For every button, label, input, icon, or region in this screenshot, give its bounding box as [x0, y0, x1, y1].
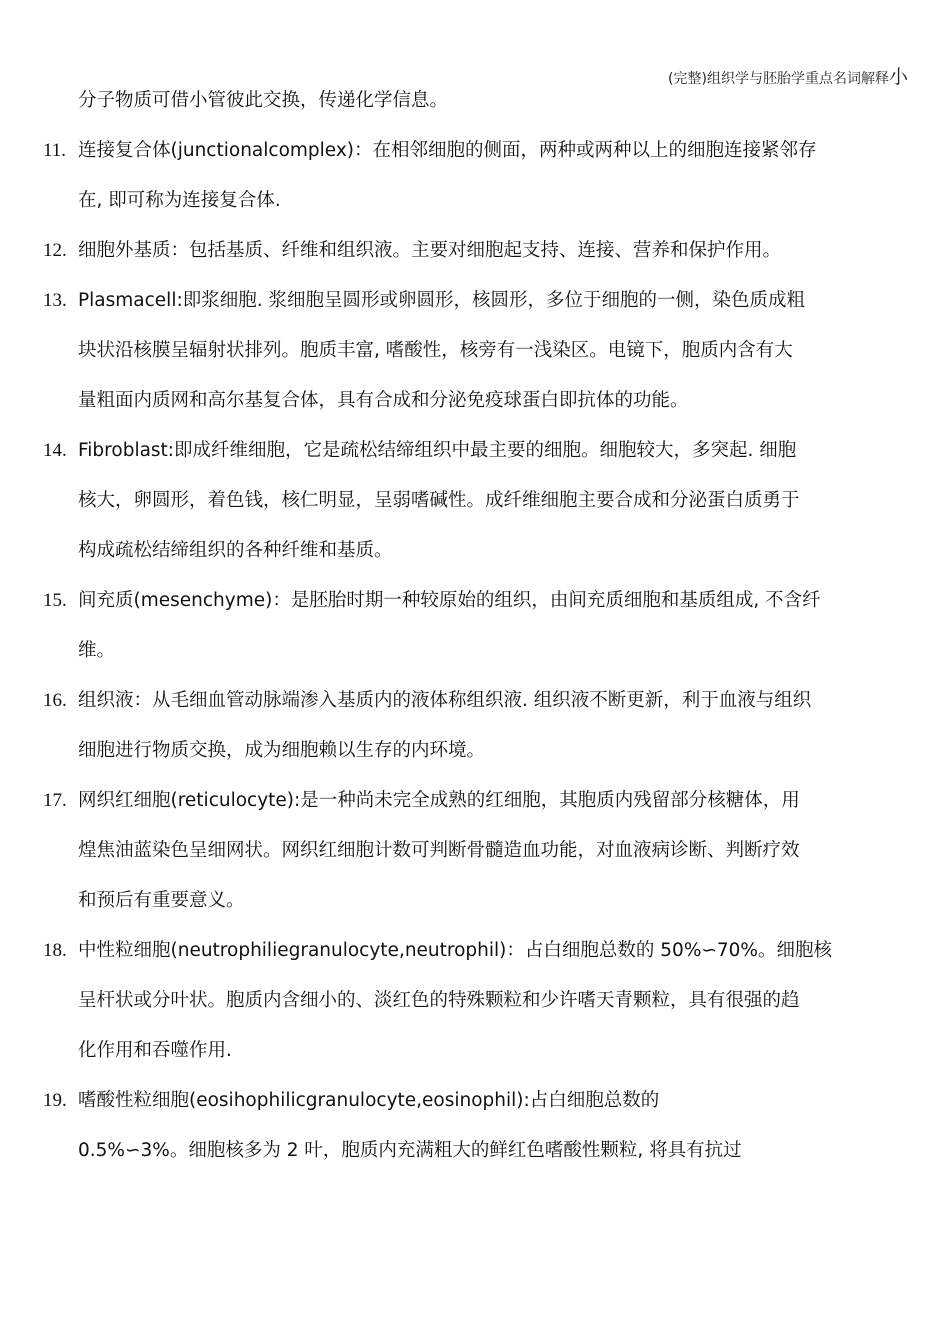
- item-text-line: 化作用和吞噬作用.: [78, 1040, 232, 1061]
- item-text-line: 连接复合体(junctionalcomplex)：在相邻细胞的侧面，两种或两种以上的细胞连接紧邻存: [78, 140, 817, 161]
- item-number: 12.: [43, 240, 67, 261]
- item-text-line: 核大，卵圆形，着色钱，核仁明显，呈弱嗜碱性。成纤维细胞主要合成和分泌蛋白质勇于: [78, 490, 800, 511]
- item-text-line: Plasmacell:即浆细胞. 浆细胞呈圆形或卵圆形，核圆形，多位于细胞的一侧，染色质成粗: [78, 290, 805, 311]
- item-text-line: Fibroblast:即成纤维细胞，它是疏松结缔组织中最主要的细胞。细胞较大，多突起. 细胞: [78, 440, 797, 461]
- item-text-line: 量粗面内质网和高尔基复合体，具有合成和分泌免疫球蛋白即抗体的功能。: [78, 390, 689, 411]
- item-number: 11.: [43, 140, 67, 161]
- item-text-line: 细胞外基质：包括基质、纤维和组织液。主要对细胞起支持、连接、营养和保护作用。: [78, 240, 782, 261]
- item-number: 16.: [43, 690, 67, 711]
- item-text-line: 在, 即可称为连接复合体.: [78, 190, 281, 211]
- item-number: 15.: [43, 590, 67, 611]
- item-text-line: 维。: [78, 640, 116, 661]
- item-text-line: 块状沿核膜呈辐射状排列。胞质丰富, 嗜酸性，核旁有一浅染区。电镜下，胞质内含有大: [78, 340, 793, 361]
- item-text-line: 网织红细胞(reticulocyte):是一种尚未完全成熟的红细胞，其胞质内残留部分核糖体，用: [78, 790, 800, 811]
- item-text-line: 间充质(mesenchyme)：是胚胎时期一种较原始的组织，由间充质细胞和基质组成, 不含纤: [78, 590, 821, 611]
- item-text-line: 0.5%∽3%。细胞核多为 2 叶，胞质内充满粗大的鲜红色嗜酸性颗粒, 将具有抗过: [78, 1140, 742, 1161]
- item-text-line: 呈杆状或分叶状。胞质内含细小的、淡红色的特殊颗粒和少许嗜天青颗粒，具有很强的趋: [78, 990, 800, 1011]
- item-number: 17.: [43, 790, 67, 811]
- page-header: [668, 62, 908, 89]
- item-text-line: 分子物质可借小管彼此交换，传递化学信息。: [78, 90, 449, 111]
- item-text-line: 中性粒细胞(neutrophiliegranulocyte,neutrophil)：占白细胞总数的 50%∽70%。细胞核: [78, 940, 833, 961]
- item-text-line: 构成疏松结缔组织的各种纤维和基质。: [78, 540, 393, 561]
- item-number: 13.: [43, 290, 67, 311]
- item-text-line: 煌焦油蓝染色呈细网状。网织红细胞计数可判断骨髓造血功能，对血液病诊断、判断疗效: [78, 840, 800, 861]
- header-tail: 小: [888, 66, 908, 88]
- header-title: (完整)组织学与胚胎学重点名词解释: [668, 71, 889, 87]
- item-number: 18.: [43, 940, 67, 961]
- item-number: 14.: [43, 440, 67, 461]
- item-text-line: 细胞进行物质交换，成为细胞赖以生存的内环境。: [78, 740, 486, 761]
- item-text-line: 组织液：从毛细血管动脉端渗入基质内的液体称组织液. 组织液不断更新，利于血液与组织: [78, 690, 812, 711]
- item-number: 19.: [43, 1090, 67, 1111]
- item-text-line: 和预后有重要意义。: [78, 890, 245, 911]
- item-text-line: 嗜酸性粒细胞(eosihophilicgranulocyte,eosinophil):占白细胞总数的: [78, 1090, 660, 1111]
